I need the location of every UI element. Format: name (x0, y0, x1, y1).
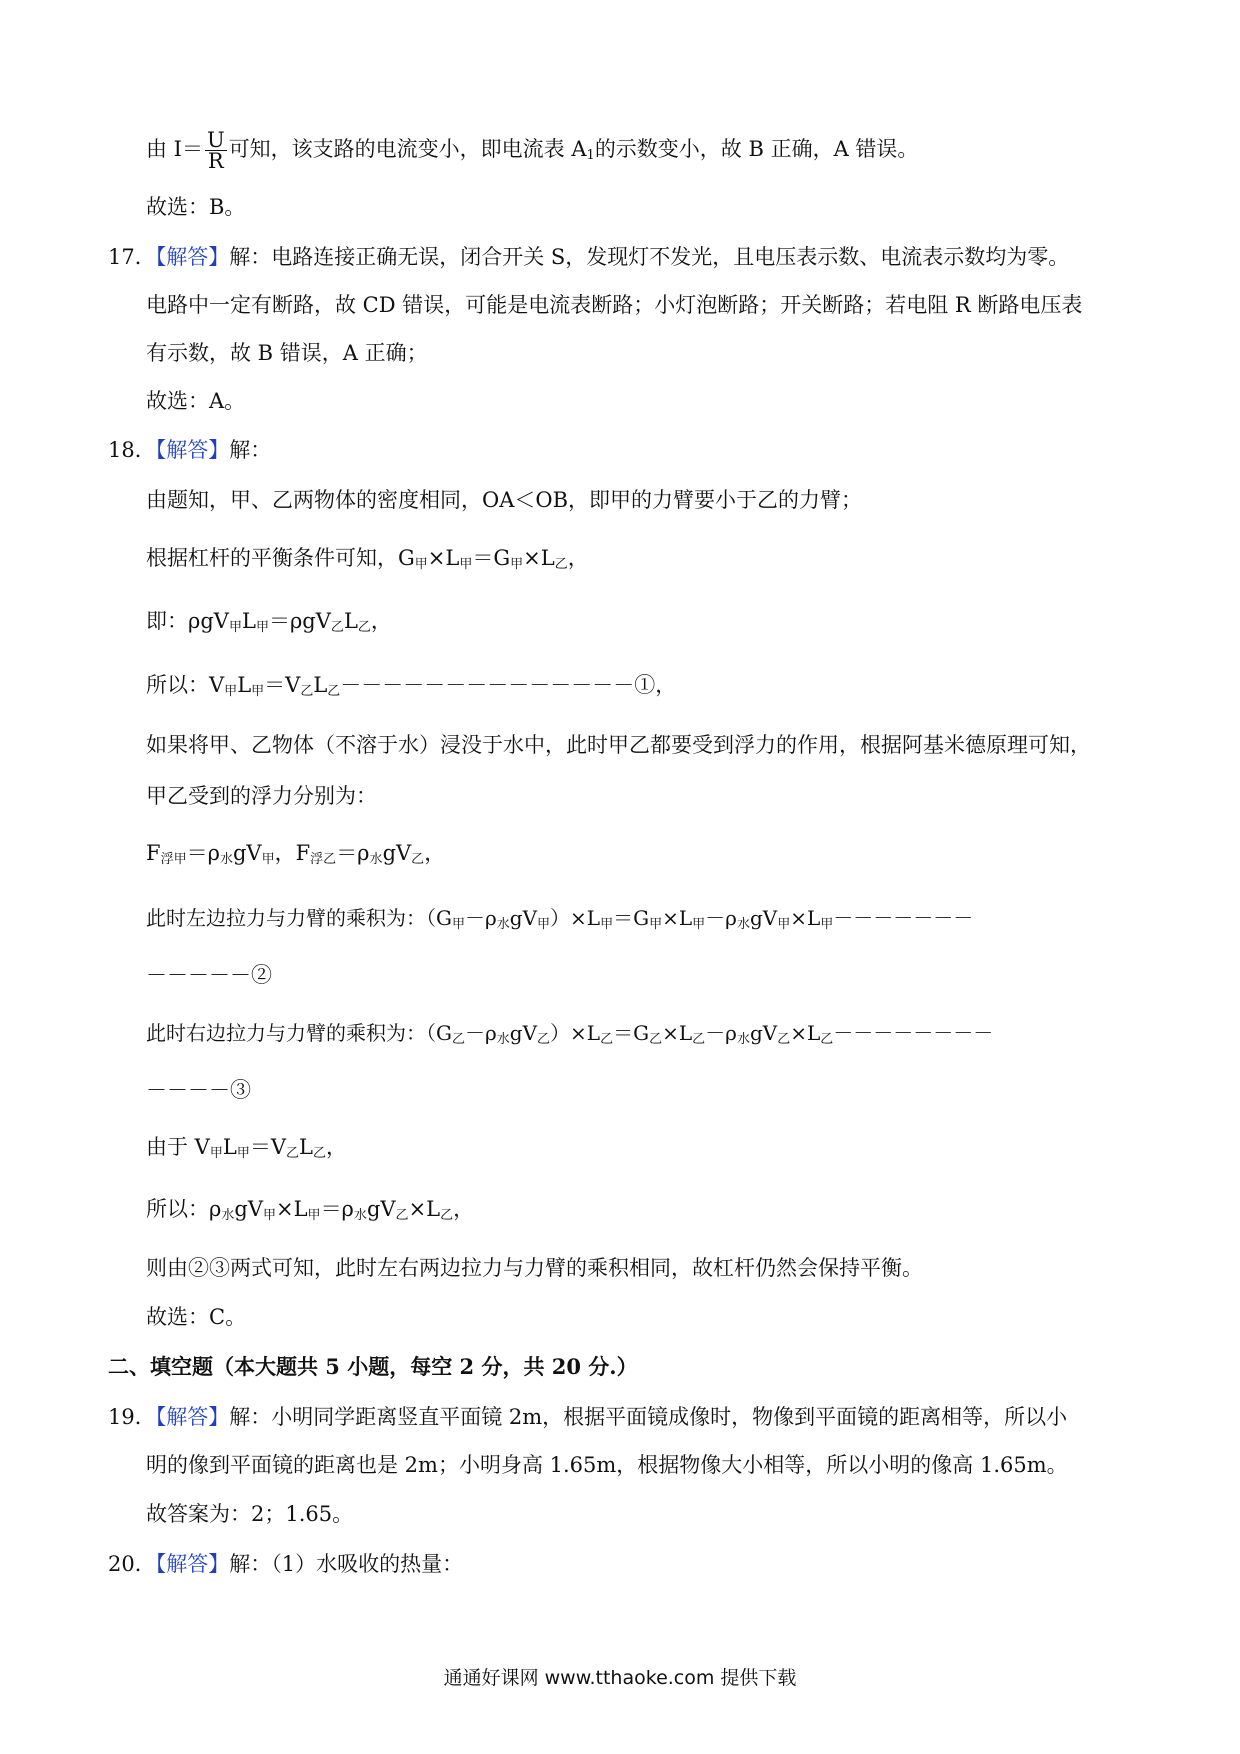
q17-line-1: 17．【解答】解：电路连接正确无误，闭合开关 S，发现灯不发光，且电压表示数、电流表示数均为零。 (108, 245, 1070, 269)
answer-tag: 【解答】 (155, 245, 230, 269)
question-number: 20． (108, 1552, 156, 1576)
q18-line-14: 则由②③两式可知，此时左右两边拉力与力臂的乘积相同，故杠杆仍然会保持平衡。 (146, 1256, 923, 1280)
answer-tag: 【解答】 (155, 438, 230, 462)
question-number: 19． (108, 1405, 156, 1429)
answer-tag: 【解答】 (155, 1405, 230, 1429)
q18-line-6: 甲乙受到的浮力分别为： (146, 784, 377, 808)
fraction-u-over-r: $\frac{U}{R}$ (206, 128, 225, 173)
q20-line-1: 20．【解答】解：（1）水吸收的热量： (108, 1552, 464, 1576)
answer-line: 故选：B。 (146, 195, 246, 219)
q19-line-3: 故答案为：2；1.65。 (146, 1502, 354, 1526)
q18-line-5: 如果将甲、乙物体（不溶于水）浸没于水中，此时甲乙都要受到浮力的作用，根据阿基米德原理可知， (146, 733, 1091, 757)
q18-line-13: 所以：$\rho_水gV_甲\times L_甲=\rho_水gV_乙\times L_乙$， (146, 1197, 475, 1223)
q18-line-11: －－－－③ (146, 1078, 251, 1102)
question-number: 18． (108, 438, 156, 462)
question-number: 17． (108, 245, 156, 269)
q18-line-7: $F_{浮甲}=\rho_水gV_甲$，$F_{浮乙}=\rho_水gV_乙$， (146, 841, 446, 867)
q19-line-1: 19．【解答】解：小明同学距离竖直平面镜 2m，根据平面镜成像时，物像到平面镜的距离相等，所以小 (108, 1405, 1068, 1429)
q17-line-3: 有示数，故 B 错误，A 正确； (146, 341, 428, 365)
formula-line: 由 I＝ $\frac{U}{R}$ 可知，该支路的电流变小，即电流表 $A_1$的示数变小，故 B 正确，A 错误。 (146, 128, 919, 173)
q18-line-2: 根据杠杆的平衡条件可知，$G_甲\times L_甲=G_甲\times L_乙$， (146, 546, 589, 572)
answer-tag: 【解答】 (155, 1552, 230, 1576)
q18-line-15: 故选：C。 (146, 1305, 247, 1329)
q18-line-9: －－－－－② (146, 963, 272, 987)
q18-line-10: 此时右边拉力与力臂的乘积为：$(G_乙-\rho_水gV_乙)\times L_乙=G_乙\times L_乙-\rho_水gV_乙\times L_乙--------$ (146, 1021, 994, 1047)
section-heading: 二、填空题（本大题共 5 小题，每空 2 分，共 20 分.） (108, 1354, 638, 1379)
q19-line-2: 明的像到平面镜的距离也是 2m；小明身高 1.65m，根据物像大小相等，所以小明的像高 1.65m。 (146, 1453, 1068, 1477)
q18-line-12: 由于 $V_甲L_甲=V_乙L_乙$， (146, 1135, 347, 1161)
page-footer: 通通好课网 www.tthaoke.com 提供下载 (443, 1667, 797, 1689)
q18-line-4: 所以：$V_甲L_甲=V_乙L_乙--------------①$， (146, 673, 677, 699)
q18-line-1: 由题知，甲、乙两物体的密度相同，OA＜OB，即甲的力臂要小于乙的力臂； (146, 488, 863, 512)
q18-line-3: 即：$\rho gV_甲L_甲=\rho gV_乙L_乙$， (146, 609, 392, 635)
q18-line-0: 18．【解答】解： (108, 438, 272, 462)
q17-line-2: 电路中一定有断路，故 CD 错误，可能是电流表断路；小灯泡断路；开关断路；若电阻 R 断路电压表 (146, 293, 1083, 317)
q17-line-4: 故选：A。 (146, 389, 246, 413)
q18-line-8: 此时左边拉力与力臂的乘积为：$(G_甲-\rho_水gV_甲)\times L_甲=G_甲\times L_甲-\rho_水gV_甲\times L_甲-------$ (146, 906, 974, 932)
